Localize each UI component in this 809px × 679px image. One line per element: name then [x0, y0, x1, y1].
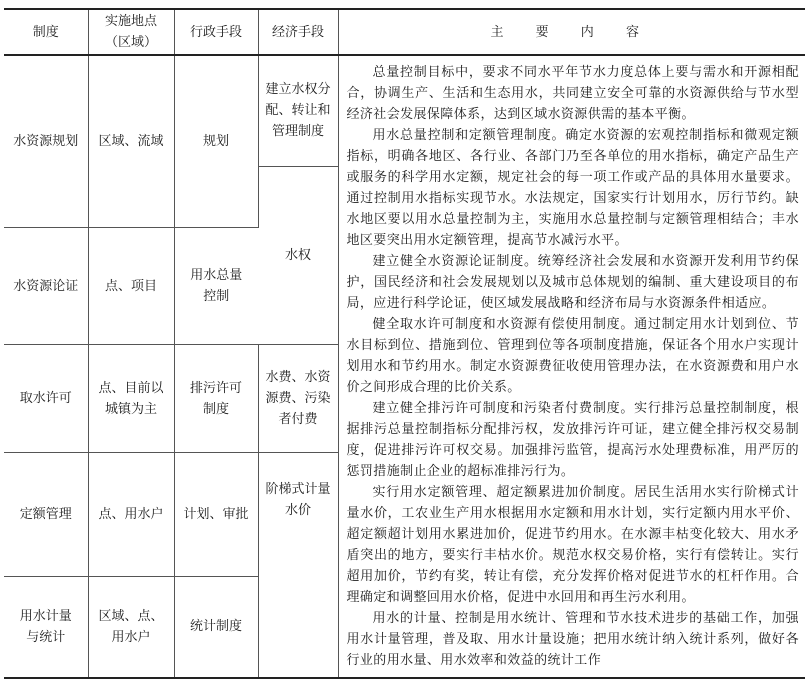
cell-system: 用水计量 与统计: [4, 576, 88, 678]
cell-admin: 计划、审批: [174, 453, 258, 577]
content-paragraph: 总量控制目标中，要求不同水平年节水力度总体上要与需水和开源相配合，协调生产、生活和生态用水，共同建立安全可靠的水资源供给与节水型经济社会发展保障体系，达到区域水资源供需的基本平衡。: [346, 65, 799, 122]
content-paragraph: 建立健全排污许可制度和污染者付费制度。实行排污总量控制制度，根据排污总量控制指标分配排污权，发放排污许可证，建立健全排污权交易制度，促进排污许可权交易。加强排污监管，提高污水处理费标准，用严厉的惩罚措施制止企业的超标准排污行为。: [346, 401, 799, 479]
content-paragraph: 用水总量控制和定额管理制度。确定水资源的宏观控制指标和微观定额指标，明确各地区、各行业、各部门乃至各单位的用水指标，确定产品生产或服务的科学用水定额，规定社会的每一项工作或产品的具体用水量要求。通过控制用水指标实现节水。水法规定，国家实行计划用水，厉行节约。缺水地区要以用水总量控制为主，实施用水总量控制与定额管理相结合；丰水地区要突出用水定额管理，提高节水减污水平。: [346, 128, 799, 248]
cell-system: 定额管理: [4, 453, 88, 577]
cell-system: 水资源论证: [4, 228, 88, 345]
header-econ: 经济手段: [258, 9, 338, 55]
cell-econ: 水费、水资 源费、污染 者付费: [258, 345, 338, 453]
cell-econ: 阶梯式计量 水价: [258, 453, 338, 679]
cell-admin: 统计制度: [174, 576, 258, 678]
cell-location: 点、用水户: [88, 453, 174, 577]
header-location: 实施地点 （区域）: [88, 9, 174, 55]
header-admin: 行政手段: [174, 9, 258, 55]
main-content-cell: [338, 55, 805, 678]
water-management-table: [4, 8, 805, 679]
header-system: 制度: [4, 9, 88, 55]
cell-admin: 排污许可 制度: [174, 345, 258, 453]
header-content: 主 要 内 容: [338, 9, 805, 55]
cell-location: 点、目前以 城镇为主: [88, 345, 174, 453]
cell-location: 区域、流域: [88, 55, 174, 228]
cell-location: 区域、点、 用水户: [88, 576, 174, 678]
cell-admin: 规划: [174, 55, 258, 228]
cell-system: 水资源规划: [4, 55, 88, 228]
content-paragraph: 健全取水许可制度和水资源有偿使用制度。通过制定用水计划到位、节水目标到位、措施到位、管理到位等各项制度措施，保证各个用水户实现计划用水和节约用水。制定水资源费征收使用管理办法，在水资源费和用户水价之间形成合理的比价关系。: [346, 317, 799, 395]
cell-system: 取水许可: [4, 345, 88, 453]
content-paragraph: 实行用水定额管理、超定额累进加价制度。居民生活用水实行阶梯式计量水价，工农业生产用水根据用水定额和用水计划，实行定额内用水平价、超定额超计划用水累进加价，促进节约用水。在水源丰枯变化较大、用水矛盾突出的地方，要实行丰枯水价。规范水权交易价格，实行有偿转让。实行超用加价，节约有奖，转让有偿，充分发挥价格对促进节水的杠杆作用。合理确定和调整回用水价格，促进中水回用和再生污水利用。: [346, 485, 799, 605]
cell-econ: 水权: [258, 166, 338, 345]
content-paragraph: 用水的计量、控制是用水统计、管理和节水技术进步的基础工作，加强用水计量管理，普及取、用水计量设施；把用水统计纳入统计系列，做好各行业的用水量、用水效率和效益的统计工作: [346, 611, 799, 668]
header-row: [4, 9, 805, 55]
cell-location: 点、项目: [88, 228, 174, 345]
content-paragraph: 建立健全水资源论证制度。统筹经济社会发展和水资源开发利用节约保护，国民经济和社会发展规划以及城市总体规划的编制、重大建设项目的布局，应进行科学论证，使区域发展战略和经济布局与水资源条件相适应。: [346, 254, 799, 311]
cell-econ: 建立水权分 配、转让和 管理制度: [258, 55, 338, 166]
cell-admin: 用水总量 控制: [174, 228, 258, 345]
table-row: [4, 55, 805, 166]
